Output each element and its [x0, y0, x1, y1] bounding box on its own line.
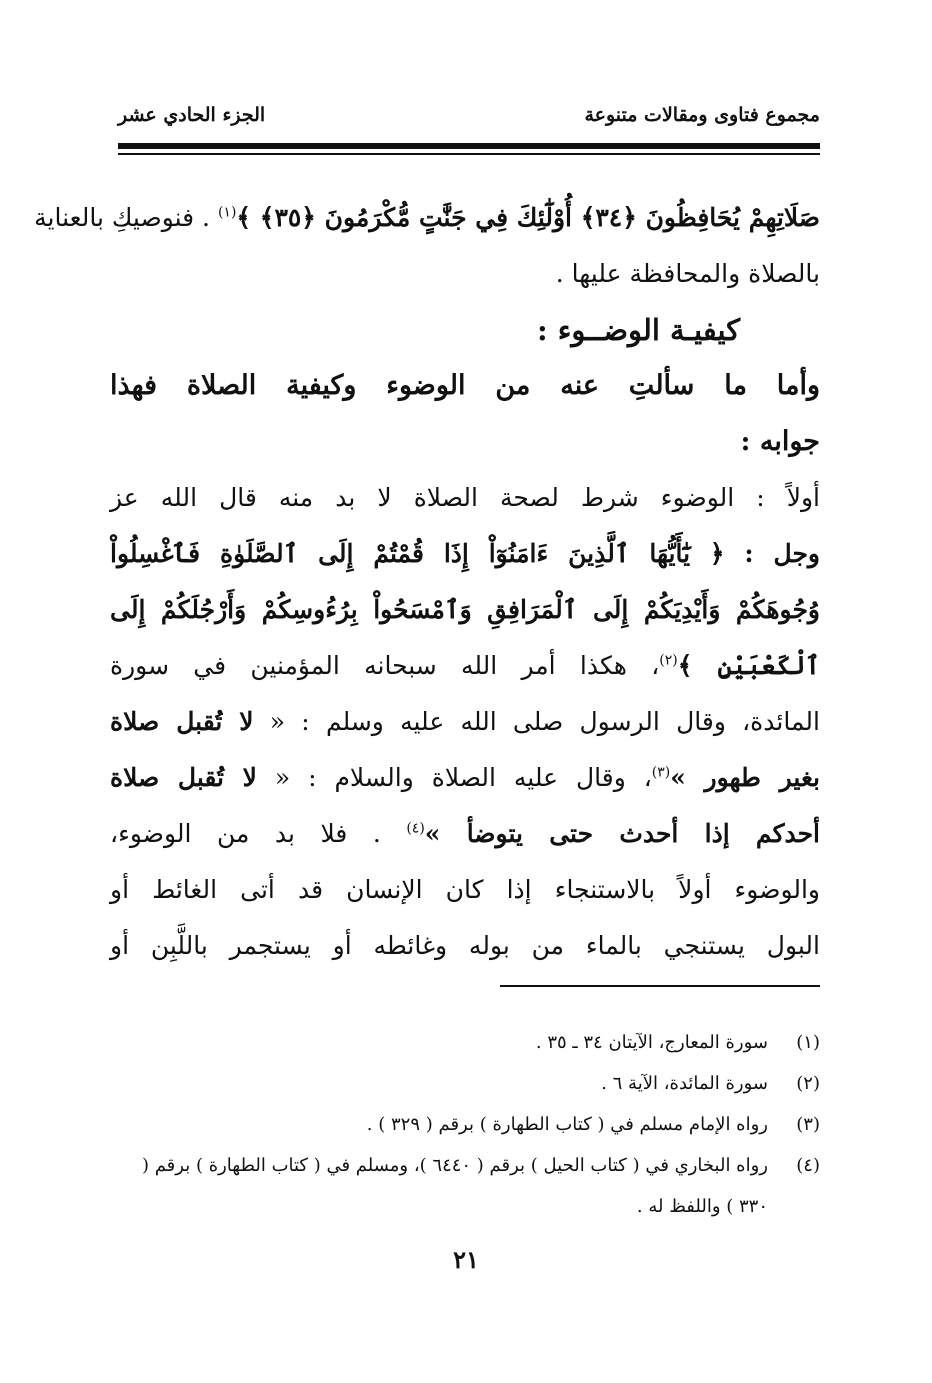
footnote-number: (٤)	[796, 1155, 820, 1176]
text-line	[110, 470, 820, 526]
hadith-text: لا تُقبل صلاة	[110, 763, 257, 792]
text-segment: المائدة، وقال الرسول صلى الله عليه وسلم : «	[269, 707, 820, 736]
hadith-text: لا تُقبل صلاة	[110, 707, 254, 736]
quran-verse: ٱلْكَعْبَيْنِ ﴾	[677, 651, 820, 680]
text-line	[110, 750, 820, 806]
text-segment: وأما ما سألتِ عنه من الوضوء وكيفية الصلاة فهذا	[110, 370, 820, 401]
footnote-number: (١)	[796, 1032, 820, 1053]
footnote	[110, 1104, 820, 1145]
text-segment: بالصلاة والمحافظة عليها .	[555, 259, 820, 288]
footnote-separator	[500, 985, 820, 987]
text-segment: ، وقال عليه الصلاة والسلام : «	[274, 763, 652, 792]
quran-verse: وُجُوهَكُمْ وَأَيْدِيَكُمْ إِلَى ٱلْمَرَافِقِ وَٱمْسَحُواْ بِرُءُوسِكُمْ وَأَرْجُلَكُمْ إِلَى	[110, 595, 820, 624]
footnotes	[110, 1022, 820, 1227]
volume-label: الجزء الحادي عشر	[118, 104, 266, 126]
footnote-ref: (٣)	[651, 764, 671, 781]
footnote-number: (٢)	[796, 1073, 820, 1094]
text-segment: جوابه :	[740, 426, 820, 457]
header-rule-thin	[118, 153, 820, 155]
footnote-ref: (٤)	[406, 820, 425, 837]
page-number: ٢١	[453, 1245, 479, 1274]
text-line	[110, 638, 820, 694]
quran-verse: صَلَاتِهِمْ يُحَافِظُونَ ﴿٣٤﴾ أُوْلَٰٓئِكَ فِي جَنَّٰتٍ مُّكْرَمُونَ ﴿٣٥﴾ ﴾	[236, 203, 820, 232]
text-line	[110, 582, 820, 638]
footnote	[110, 1145, 820, 1227]
footnote-text: سورة المعارج، الآيتان ٣٤ ـ ٣٥ .	[535, 1032, 768, 1053]
footnote-text: رواه الإمام مسلم في ( كتاب الطهارة ) برقم ( ٣٢٩ ) .	[366, 1114, 768, 1135]
text-line	[110, 806, 820, 862]
footnote-number: (٣)	[796, 1114, 820, 1135]
quran-verse: وجل : ﴿ يَٰٓأَيُّهَا ٱلَّذِينَ ءَامَنُوٓاْ إِذَا قُمْتُمْ إِلَى ٱلصَّلَوٰةِ فَٱغْسِلُواْ	[110, 539, 820, 568]
text-line	[110, 862, 820, 918]
footnote	[110, 1063, 820, 1104]
footnote-text: سورة المائدة، الآية ٦ .	[601, 1073, 768, 1094]
text-segment: والوضوء أولاً بالاستنجاء إذا كان الإنسان قد أتى الغائط أو	[110, 875, 820, 904]
main-text	[34, 190, 820, 974]
hadith-text: بغير طهور »	[670, 763, 820, 792]
footnote-ref: (٢)	[659, 652, 678, 669]
text-segment: البول يستنجي بالماء من بوله وغائطه أو يستجمر باللَّبِن أو	[110, 931, 820, 960]
footnote	[110, 1022, 820, 1063]
hadith-text: أحدكم إذا أحدث حتى يتوضأ »	[424, 819, 820, 848]
text-line	[34, 190, 820, 246]
text-line	[110, 694, 820, 750]
text-line	[110, 246, 820, 302]
text-segment: . فلا بد من الوضوء،	[110, 819, 381, 848]
text-segment: . فنوصيكِ بالعناية	[34, 203, 210, 232]
book-title: مجموع فتاوى ومقالات متنوعة	[584, 104, 820, 126]
section-heading: كيفيـة الوضــوء :	[536, 313, 740, 347]
text-segment: ، هكذا أمر الله سبحانه المؤمنين في سورة	[110, 651, 660, 680]
text-line	[110, 526, 820, 582]
footnote-text: رواه البخاري في ( كتاب الحيل ) برقم ( ٦٤٤٠ )، ومسلم في ( كتاب الطهارة ) برقم ( ٣٣٠ ) واللفظ له .	[141, 1155, 768, 1217]
text-line	[110, 358, 820, 414]
text-segment: أولاً : الوضوء شرط لصحة الصلاة لا بد منه قال الله عز	[110, 483, 820, 512]
footnote-ref: (١)	[217, 204, 237, 221]
text-line	[110, 414, 820, 470]
text-line	[110, 918, 820, 974]
header-rule-thick	[118, 143, 820, 149]
running-header	[118, 104, 820, 140]
